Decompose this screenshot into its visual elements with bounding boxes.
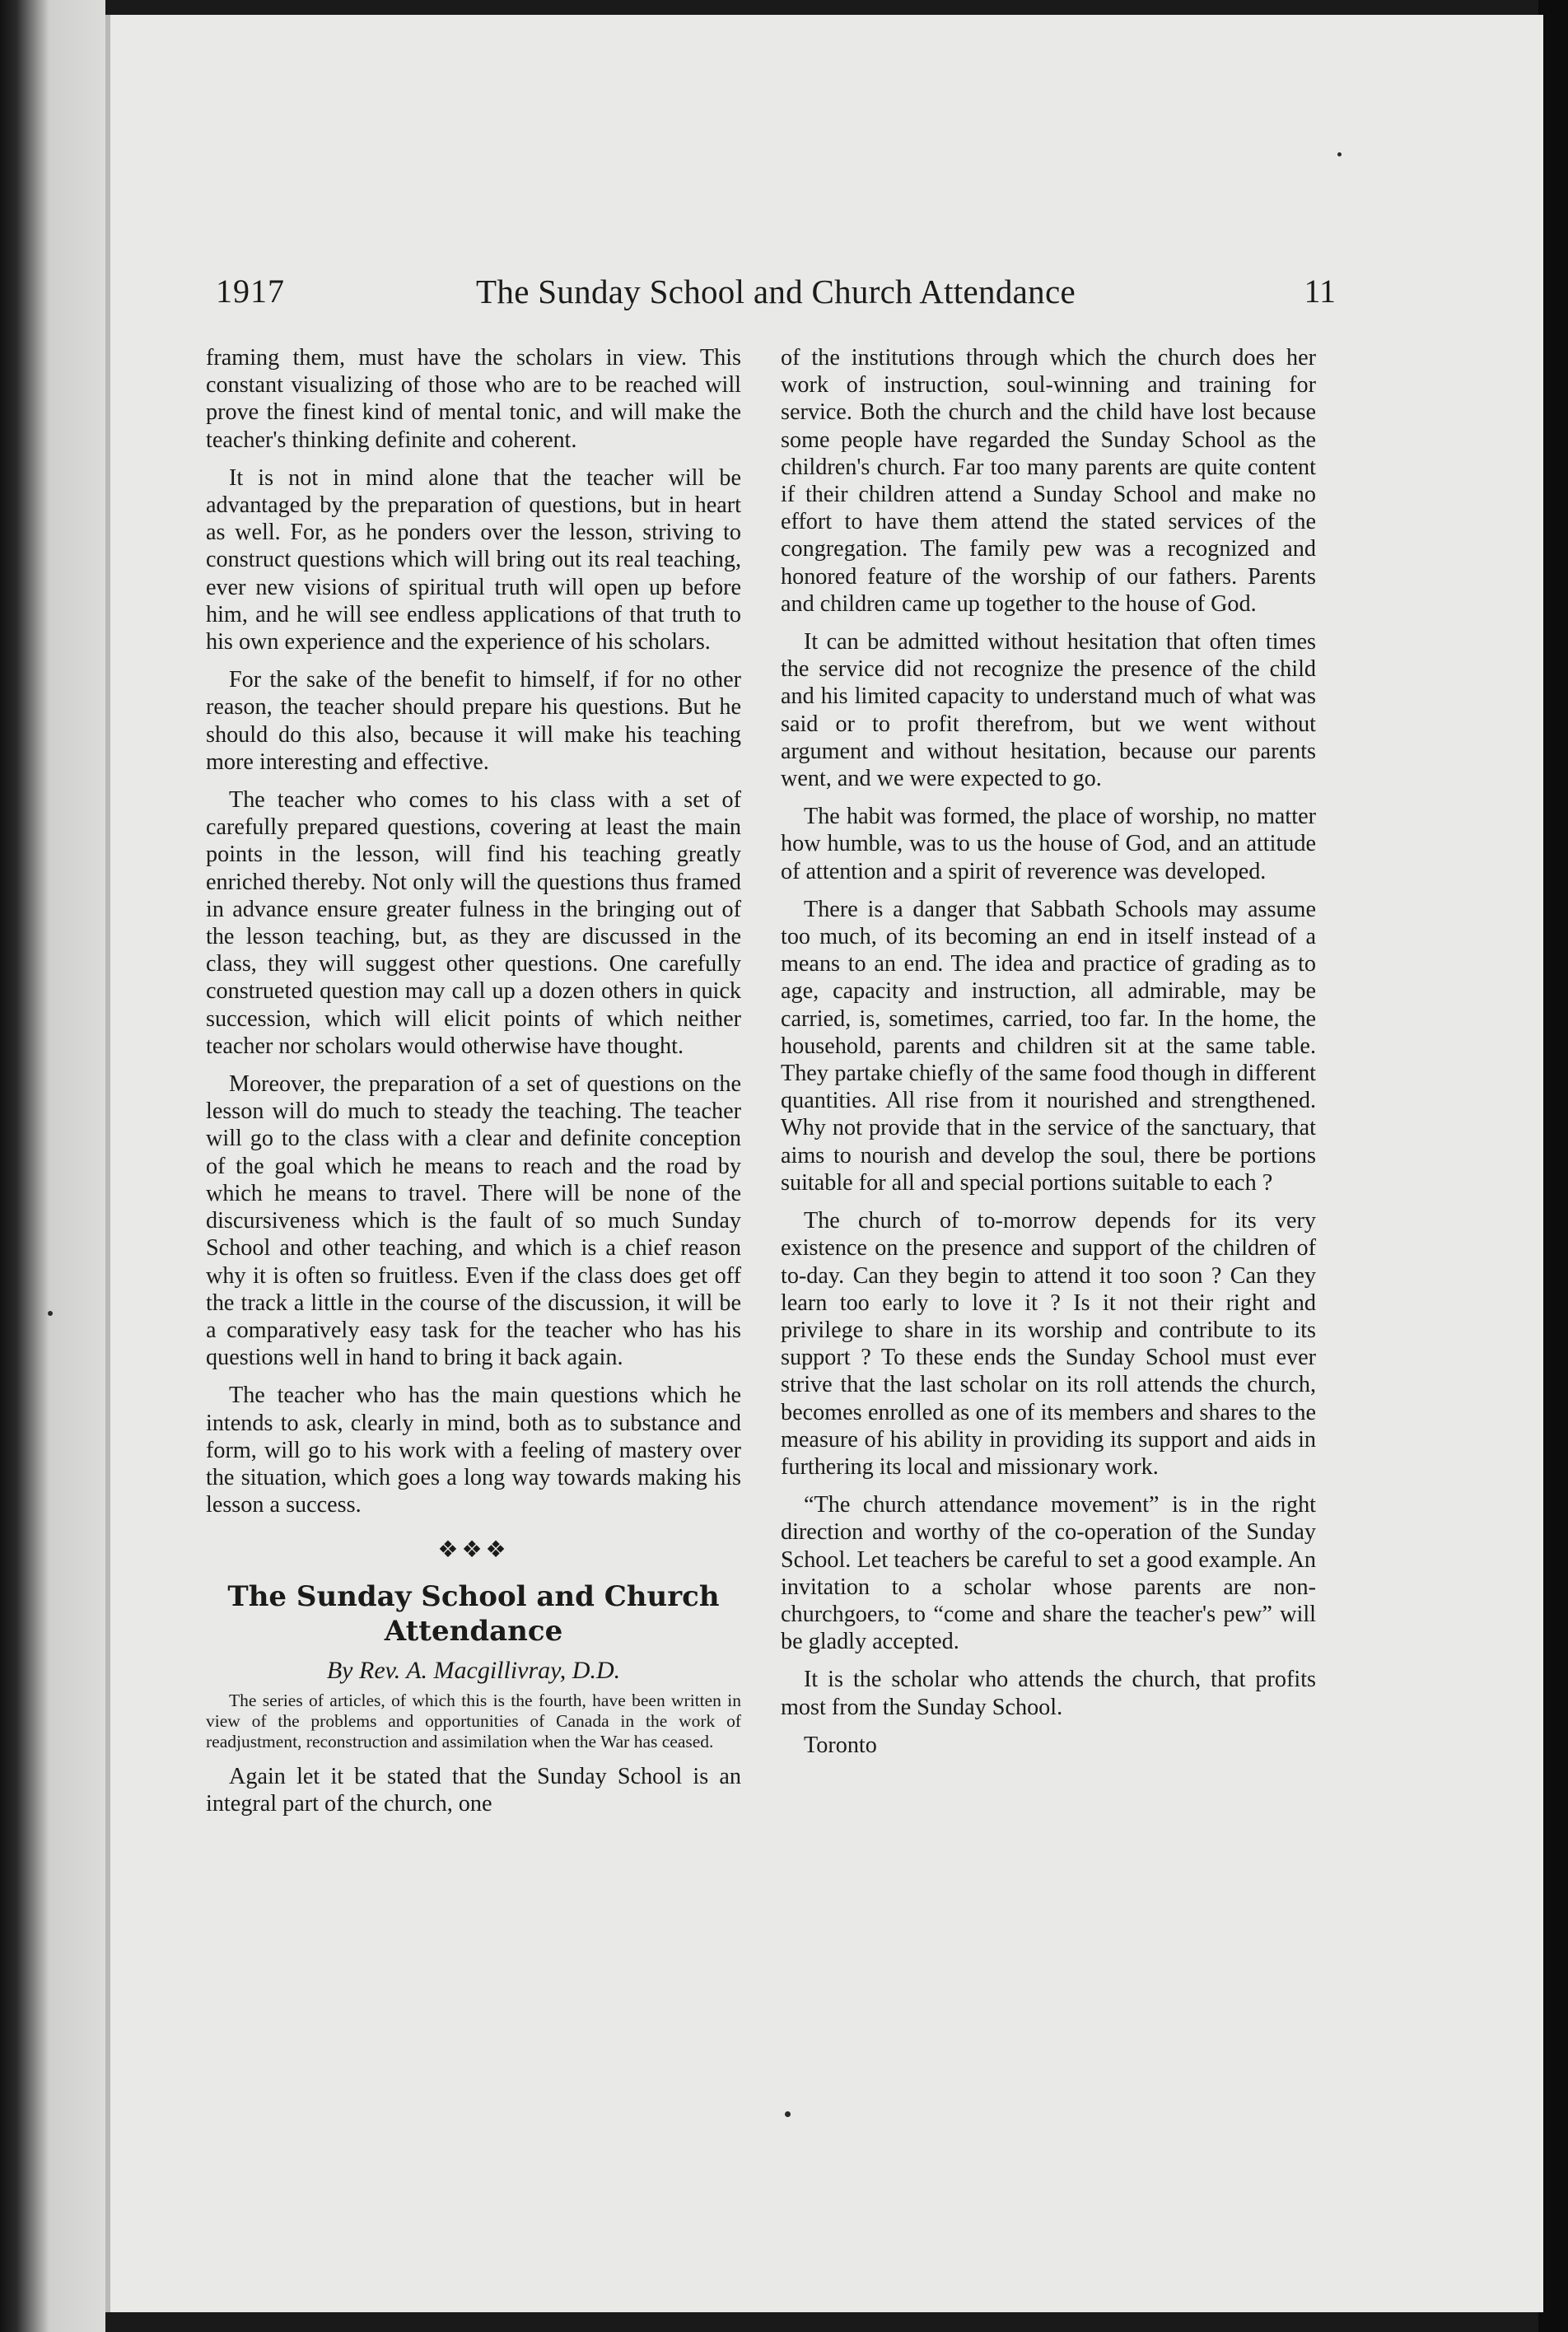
- paragraph: Moreover, the preparation of a set of questions on the lesson will do much to steady the teaching. The teacher will go to the class with a clear and definite conception of the goal which he means to reach and the road by which he means to travel. There will be none of the discursiveness which is the fault of so much Sunday School and other teaching, and which is a chief reason why it is often so fruitless. Even if the class does get off the track a little in the course of the discussion, it will be a comparatively easy task for the teacher who has his questions well in hand to bring it back again.: [206, 1071, 741, 1371]
- running-head-year: 1917: [216, 273, 285, 310]
- running-head: [216, 272, 1336, 321]
- paragraph: “The church attendance movement” is in the right direction and worthy of the co-operation of the Sunday School. Let teachers be careful to set a good example. An invitation to a scholar whose parents are non-churchgoers, to “come and share the teacher's pew” will be gladly accepted.: [781, 1492, 1316, 1655]
- running-head-title: The Sunday School and Church Attendance: [476, 273, 1076, 310]
- paragraph: framing them, must have the scholars in view. This constant visualizing of those who are to be reached will prove the finest kind of mental tonic, and will make the teacher's thinking definite and coherent.: [206, 345, 741, 453]
- book-gutter: [0, 0, 105, 2332]
- right-column: [781, 344, 1316, 1770]
- ink-speck: [785, 2111, 791, 2117]
- paragraph: It is the scholar who attends the church, that profits most from the Sunday School.: [781, 1667, 1316, 1720]
- paragraph: The habit was formed, the place of worship, no matter how humble, was to us the house of God, and an attitude of attention and a spirit of reverence was developed.: [781, 804, 1316, 884]
- paragraph: The church of to-morrow depends for its very existence on the presence and support of the children of to-day. Can they begin to attend it too soon ? Can they learn too early to love it ? Is it not their right and privilege to share in its worship and contribute to its support ? To these ends the Sunday School must ever strive that the last scholar on its roll attends the church, becomes enrolled as one of its members and shares to the measure of his ability in providing its support and aids in furthering its local and missionary work.: [781, 1208, 1316, 1480]
- paragraph: The teacher who comes to his class with a set of carefully prepared questions, covering at least the main points in the lesson, will find his teaching greatly enriched thereby. Not only will the questions thus framed in advance ensure greater fulness in the bringing out of the lesson teaching, but, as they are discussed in the class, they will suggest other questions. One carefully construeted question may call up a dozen others in quick succession, which will elicit points of which neither teacher nor scholars would otherwise have thought.: [206, 787, 741, 1059]
- paragraph: There is a danger that Sabbath Schools may assume too much, of its becoming an end in itself instead of a means to an end. The idea and practice of grading as to age, capacity and instruction, all admirable, may be carried, is, sometimes, carried, too far. In the home, the household, parents and children sit at the same table. They partake chiefly of the same food though in different quantities. All rise from it nourished and strengthened. Why not provide that in the service of the sanctuary, that aims to nourish and develop the soul, there be portions suitable for all and special portions suitable to each ?: [781, 896, 1316, 1196]
- paragraph: It can be admitted without hesitation that often times the service did not recognize the presence of the child and his limited capacity to understand much of what was said or to profit therefrom, but we went without argument and without hesitation, because our parents went, and we were expected to go.: [781, 629, 1316, 792]
- signoff-place: Toronto: [804, 1732, 877, 1758]
- paragraph: Again let it be stated that the Sunday School is an integral part of the church, one: [206, 1763, 741, 1817]
- ink-speck: [1337, 152, 1342, 156]
- article-title: The Sunday School and Church Attendance: [227, 1579, 720, 1648]
- paragraph: The teacher who has the main questions which he intends to ask, clearly in mind, both as to substance and form, will go to his work with a feeling of mastery over the situation, which goes a long way towards making his lesson a success.: [206, 1383, 741, 1518]
- section-ornament: ❖❖❖: [437, 1537, 510, 1564]
- left-column: [206, 344, 741, 1828]
- page-number: 11: [1304, 273, 1336, 310]
- ink-speck: [48, 1311, 53, 1316]
- paragraph: of the institutions through which the church does her work of instruction, soul-winning and training for service. Both the church and the child have lost because some people have regarded the Sunday School as the children's church. Far too many parents are quite content if their children attend a Sunday School and make no effort to have them attend the stated services of the congregation. The family pew was a recognized and honored feature of the worship of our fathers. Parents and children came up together to the house of God.: [781, 345, 1316, 617]
- editorial-note: The series of articles, of which this is the fourth, have been written in view of the problems and opportunities of Canada in the work of readjustment, reconstruction and assimilation when the War has ceased.: [206, 1690, 741, 1751]
- paragraph: For the sake of the benefit to himself, if for no other reason, the teacher should prepare his questions. But he should do this also, because it will make his teaching more interesting and effective.: [206, 667, 741, 775]
- paragraph: It is not in mind alone that the teacher will be advantaged by the preparation of questions, but in heart as well. For, as he ponders over the lesson, striving to construct questions which will bring out its real teaching, ever new visions of spiritual truth will open up before him, and he will see endless applications of that truth to his own experience and the experience of his scholars.: [206, 464, 741, 655]
- article-byline: By Rev. A. Macgillivray, D.D.: [326, 1656, 621, 1684]
